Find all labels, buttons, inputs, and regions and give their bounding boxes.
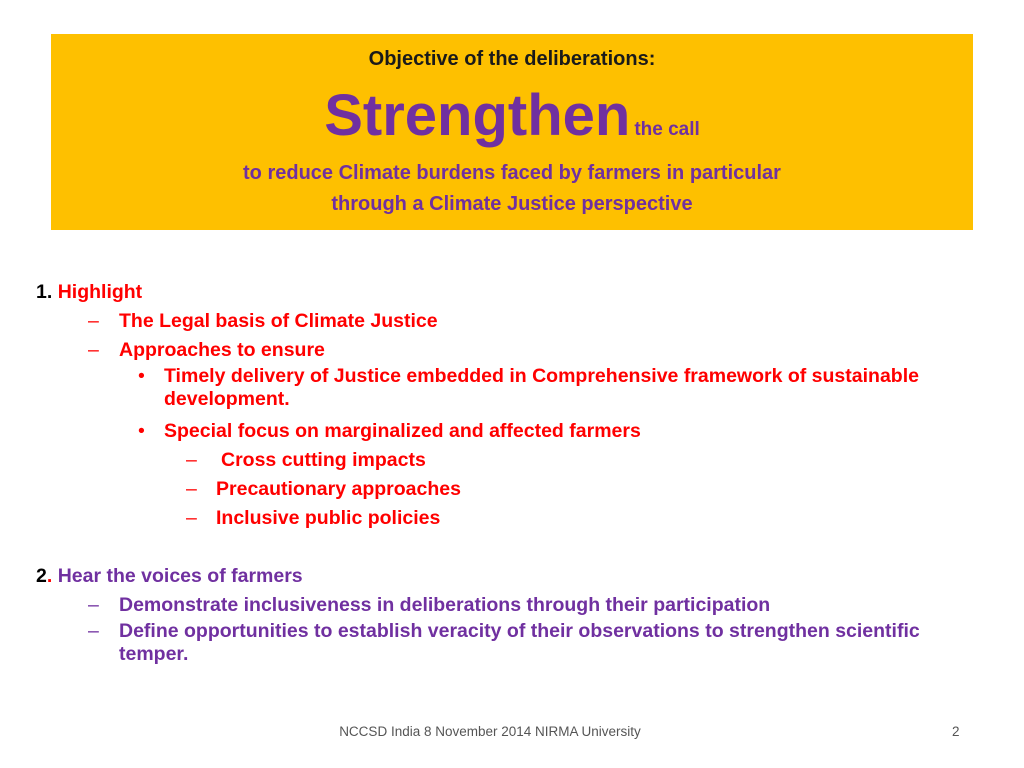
dot-bullet-icon: •	[138, 365, 145, 387]
dash-bullet-icon: –	[88, 310, 99, 332]
page-number: 2	[952, 724, 960, 739]
objective-banner	[51, 34, 973, 230]
headline-suffix: the call	[634, 119, 700, 140]
banner-line-1: to reduce Climate burdens faced by farmers in particular	[243, 162, 781, 184]
banner-line-2: through a Climate Justice perspective	[331, 193, 693, 215]
dash-bullet-icon: –	[186, 449, 197, 471]
list-item: – Precautionary approaches	[36, 475, 986, 504]
dash-bullet-icon: –	[88, 594, 99, 616]
section-1-title: Highlight	[57, 281, 143, 303]
slide-body	[36, 278, 986, 672]
slide-footer: NCCSD India 8 November 2014 NIRMA University	[339, 724, 641, 739]
objective-label: Objective of the deliberations:	[368, 48, 656, 70]
list-item: • Timely delivery of Justice embedded in Comprehensive framework of sustainable development.	[138, 365, 919, 410]
list-item: – Cross cutting impacts	[36, 446, 986, 475]
list-item: • Special focus on marginalized and affected farmers	[36, 417, 986, 446]
section-1-heading: 1. Highlight	[36, 281, 143, 303]
list-item: – Demonstrate inclusiveness in deliberations through their participation	[36, 591, 986, 620]
dash-bullet-icon: –	[88, 339, 99, 361]
section-1-number: 1	[36, 281, 47, 303]
headline	[51, 82, 973, 149]
list-item: – The Legal basis of Climate Justice	[36, 307, 986, 336]
dot-bullet-icon: •	[138, 420, 145, 442]
dash-bullet-icon: –	[88, 620, 99, 642]
headline-strengthen: Strengthen	[324, 83, 631, 148]
dash-bullet-icon: –	[186, 507, 197, 529]
list-item: – Approaches to ensure	[36, 336, 986, 365]
dash-bullet-icon: –	[186, 478, 197, 500]
list-item: – Inclusive public policies	[36, 504, 986, 533]
section-2-title: Hear the voices of farmers	[57, 565, 303, 587]
spacer	[36, 533, 986, 562]
list-item: – Define opportunities to establish veracity of their observations to strengthen scientific temper.	[88, 620, 920, 665]
section-2-number: 2	[36, 565, 47, 587]
section-2-heading: 2. Hear the voices of farmers	[36, 565, 303, 587]
